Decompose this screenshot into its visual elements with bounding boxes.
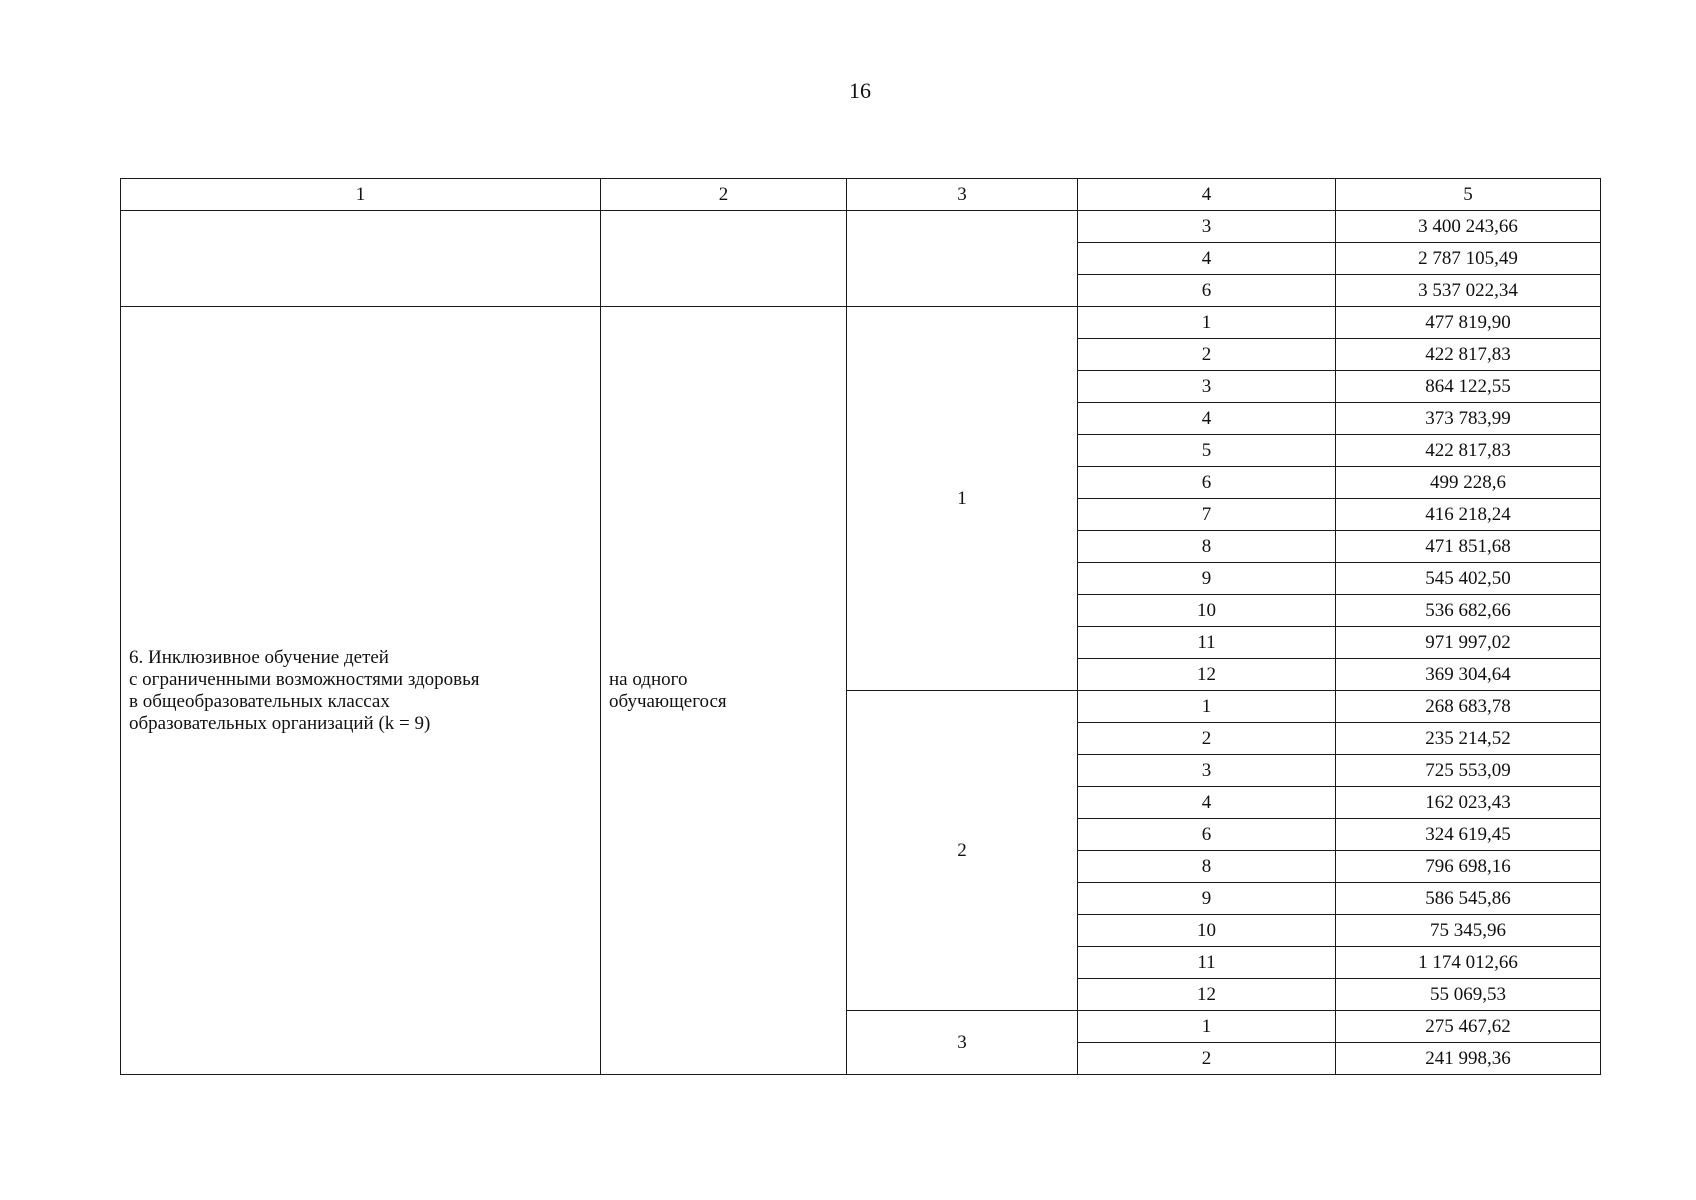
- cell-col4: 6: [1078, 467, 1336, 499]
- cell-col4: 2: [1078, 339, 1336, 371]
- cell-col4: 11: [1078, 947, 1336, 979]
- cell-col4: 10: [1078, 915, 1336, 947]
- cell-col4: 8: [1078, 531, 1336, 563]
- cell-col4: 1: [1078, 307, 1336, 339]
- group-cell: 1: [847, 307, 1078, 691]
- unit-cell: на одного обучающегося: [601, 307, 847, 1075]
- header-cell-5: 5: [1336, 179, 1601, 211]
- cell-col5: 422 817,83: [1336, 435, 1601, 467]
- cell-col5: 75 345,96: [1336, 915, 1601, 947]
- cell-col5: 422 817,83: [1336, 339, 1601, 371]
- cell-col4: 2: [1078, 723, 1336, 755]
- cell-col4: 2: [1078, 1043, 1336, 1075]
- cell-col5: 725 553,09: [1336, 755, 1601, 787]
- cell-col4: 9: [1078, 563, 1336, 595]
- cell-col4: 4: [1078, 243, 1336, 275]
- cell-col5: 536 682,66: [1336, 595, 1601, 627]
- cell-col5: 971 997,02: [1336, 627, 1601, 659]
- cell-col4: 7: [1078, 499, 1336, 531]
- cell-col4: 6: [1078, 275, 1336, 307]
- cell-col5: 3 537 022,34: [1336, 275, 1601, 307]
- section-name-cell: 6. Инклюзивное обучение детей с ограниченными возможностями здоровья в общеобразовательных классах образовательных организаций (k = 9): [121, 307, 601, 1075]
- cell-col5: 796 698,16: [1336, 851, 1601, 883]
- cell-col4: 3: [1078, 755, 1336, 787]
- cell-col4: 1: [1078, 691, 1336, 723]
- cell-col4: 4: [1078, 403, 1336, 435]
- cell-col5: 55 069,53: [1336, 979, 1601, 1011]
- header-cell-1: 1: [121, 179, 601, 211]
- table-row: [121, 307, 1601, 339]
- cell-col5: 416 218,24: [1336, 499, 1601, 531]
- cell-col4: 11: [1078, 627, 1336, 659]
- cell-col4: 12: [1078, 659, 1336, 691]
- cell-col5: 545 402,50: [1336, 563, 1601, 595]
- cell-col5: 268 683,78: [1336, 691, 1601, 723]
- header-cell-4: 4: [1078, 179, 1336, 211]
- table-body: [121, 179, 1601, 1075]
- cell-col5: 864 122,55: [1336, 371, 1601, 403]
- cell-col4: 12: [1078, 979, 1336, 1011]
- header-row: [121, 179, 1601, 211]
- cell-col5: 241 998,36: [1336, 1043, 1601, 1075]
- continuation-cell-1: [121, 211, 601, 307]
- cell-col5: 499 228,6: [1336, 467, 1601, 499]
- group-cell: 2: [847, 691, 1078, 1011]
- cell-col5: 275 467,62: [1336, 1011, 1601, 1043]
- page-number: 16: [849, 78, 871, 103]
- cell-col5: 369 304,64: [1336, 659, 1601, 691]
- cell-col4: 5: [1078, 435, 1336, 467]
- continuation-cell-3: [847, 211, 1078, 307]
- cell-col4: 9: [1078, 883, 1336, 915]
- cell-col4: 3: [1078, 371, 1336, 403]
- cell-col5: 1 174 012,66: [1336, 947, 1601, 979]
- cell-col5: 235 214,52: [1336, 723, 1601, 755]
- cell-col5: 2 787 105,49: [1336, 243, 1601, 275]
- tariff-table: [120, 178, 1601, 1075]
- cell-col4: 8: [1078, 851, 1336, 883]
- cell-col5: 373 783,99: [1336, 403, 1601, 435]
- cell-col4: 6: [1078, 819, 1336, 851]
- cell-col5: 471 851,68: [1336, 531, 1601, 563]
- cell-col5: 586 545,86: [1336, 883, 1601, 915]
- cell-col4: 4: [1078, 787, 1336, 819]
- table-row: [121, 211, 1601, 243]
- cell-col5: 477 819,90: [1336, 307, 1601, 339]
- cell-col4: 10: [1078, 595, 1336, 627]
- header-cell-2: 2: [601, 179, 847, 211]
- cell-col4: 3: [1078, 211, 1336, 243]
- group-cell: 3: [847, 1011, 1078, 1075]
- cell-col4: 1: [1078, 1011, 1336, 1043]
- continuation-cell-2: [601, 211, 847, 307]
- cell-col5: 162 023,43: [1336, 787, 1601, 819]
- header-cell-3: 3: [847, 179, 1078, 211]
- cell-col5: 3 400 243,66: [1336, 211, 1601, 243]
- cell-col5: 324 619,45: [1336, 819, 1601, 851]
